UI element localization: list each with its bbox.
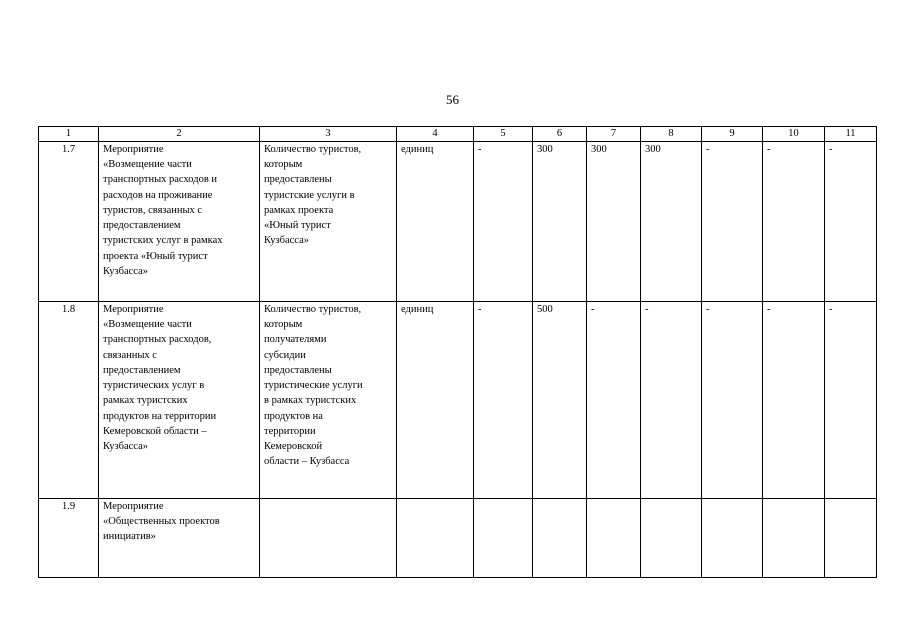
value-cell — [533, 499, 587, 578]
value-cell: - — [587, 302, 641, 499]
value-cell — [825, 499, 877, 578]
column-header: 7 — [587, 127, 641, 142]
indicator-cell — [260, 499, 397, 578]
value-cell: - — [641, 302, 702, 499]
value-cell: - — [825, 142, 877, 302]
column-header: 4 — [397, 127, 474, 142]
column-header: 11 — [825, 127, 877, 142]
unit-cell: единиц — [397, 142, 474, 302]
indicators-table — [38, 126, 877, 578]
indicator-cell: Количество туристов, которым получателями субсидии предоставлены туристические услуги в рамках туристских продуктов на территории Кемеровской области – Кузбасса — [260, 302, 397, 499]
column-header: 10 — [763, 127, 825, 142]
column-header: 6 — [533, 127, 587, 142]
table-header-row — [39, 127, 877, 142]
event-cell: Мероприятие «Общественных проектов инициатив» — [99, 499, 260, 578]
value-cell: - — [825, 302, 877, 499]
event-cell: Мероприятие «Возмещение части транспортных расходов, связанных с предоставлением туристических услуг в рамках туристских продуктов на территории Кемеровской области – Кузбасса» — [99, 302, 260, 499]
value-cell — [763, 499, 825, 578]
table-row — [39, 499, 877, 578]
value-cell: 300 — [641, 142, 702, 302]
row-number: 1.8 — [39, 302, 99, 499]
column-header: 3 — [260, 127, 397, 142]
column-header: 8 — [641, 127, 702, 142]
indicator-cell: Количество туристов, которым предоставлены туристские услуги в рамках проекта «Юный турист Кузбасса» — [260, 142, 397, 302]
column-header: 5 — [474, 127, 533, 142]
value-cell: 300 — [533, 142, 587, 302]
value-cell: 500 — [533, 302, 587, 499]
row-number: 1.7 — [39, 142, 99, 302]
value-cell — [474, 499, 533, 578]
value-cell: - — [474, 142, 533, 302]
value-cell: 300 — [587, 142, 641, 302]
table-row — [39, 302, 877, 499]
page-number: 56 — [446, 92, 459, 107]
row-number: 1.9 — [39, 499, 99, 578]
value-cell: - — [474, 302, 533, 499]
table-row — [39, 142, 877, 302]
value-cell — [702, 499, 763, 578]
value-cell: - — [702, 142, 763, 302]
value-cell: - — [763, 142, 825, 302]
unit-cell: единиц — [397, 302, 474, 499]
value-cell: - — [763, 302, 825, 499]
value-cell: - — [702, 302, 763, 499]
value-cell — [641, 499, 702, 578]
unit-cell — [397, 499, 474, 578]
value-cell — [587, 499, 641, 578]
column-header: 1 — [39, 127, 99, 142]
event-cell: Мероприятие «Возмещение части транспортных расходов и расходов на проживание туристов, связанных с предоставлением туристских услуг в рамках проекта «Юный турист Кузбасса» — [99, 142, 260, 302]
column-header: 2 — [99, 127, 260, 142]
column-header: 9 — [702, 127, 763, 142]
